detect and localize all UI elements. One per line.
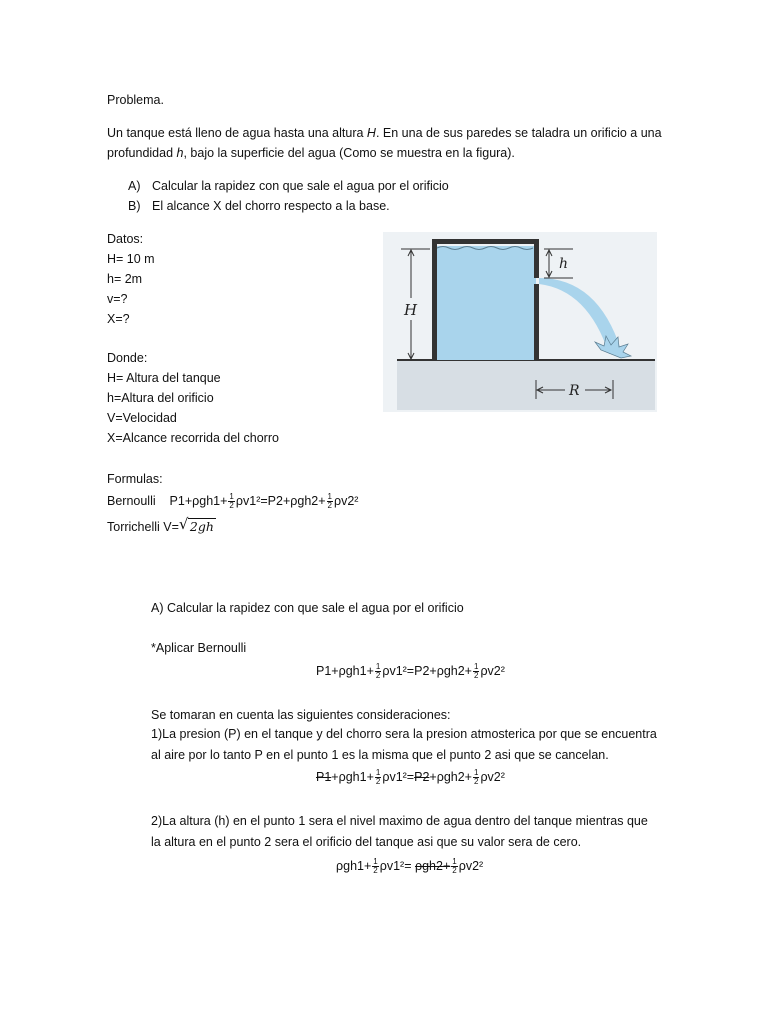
datos-item: h= 2m: [107, 272, 143, 286]
consideration-1: 1)La presion (P) en el tanque y del chorro sera la presion atmosterica por que se encuentra al aire por lo tanto P en el punto 1 es la misma que el punto 2 asi que se cancelan.: [151, 727, 657, 762]
donde-item: h=Altura del orificio: [107, 391, 214, 405]
datos-item: X=?: [107, 312, 130, 326]
fraction-half: $\frac{1}{2}$: [229, 492, 234, 511]
donde-item: X=Alcance recorrida del chorro: [107, 431, 279, 445]
considerations-heading: Se tomaran en cuenta las siguientes consideraciones:: [151, 708, 451, 722]
datos-heading: Datos:: [107, 232, 144, 246]
intro-paragraph: Un tanque está lleno de agua hasta una altura H. En una de sus paredes se taladra un orificio a una profundidad h, bajo la superficie del agua (Como se muestra en la figura).: [107, 126, 662, 160]
tank-rim: [432, 239, 539, 244]
datos-item: H= 10 m: [107, 252, 155, 266]
apply-bernoulli: *Aplicar Bernoulli: [151, 641, 247, 655]
H-label: H: [404, 301, 418, 319]
equation-bernoulli: P1+ρgh1+ $\frac{1}{2}$ ρv1²=P2+ρgh2+ $\frac{1}{2}$ ρv2²: [316, 662, 505, 681]
bernoulli-label: Bernoulli: [107, 494, 156, 508]
bernoulli-formula: Bernoulli P1+ρgh1+ $\frac{1}{2}$ ρv1²=P2+ρgh2+ $\frac{1}{2}$ ρv2²: [107, 492, 359, 511]
equation-cancel-pressure: P1+ρgh1+ $\frac{1}{2}$ ρv1²=P2+ρgh2+ $\frac{1}{2}$ ρv2²: [316, 768, 505, 787]
donde-item: V=Velocidad: [107, 411, 177, 425]
page-title: Problema.: [107, 93, 164, 107]
formulas-heading: Formulas:: [107, 472, 163, 486]
question-list: [128, 176, 449, 216]
h-label: h: [559, 256, 569, 272]
sqrt-expression: √ 2gh: [178, 515, 214, 534]
donde-section: [107, 348, 279, 448]
section-a-heading: A) Calcular la rapidez con que sale el agua por el orificio: [151, 601, 464, 615]
donde-item: H= Altura del tanque: [107, 371, 221, 385]
ground: [397, 360, 655, 410]
donde-heading: Donde:: [107, 351, 148, 365]
R-label: R: [569, 383, 580, 399]
tank-water: [435, 246, 536, 360]
fraction-half: $\frac{1}{2}$: [327, 492, 332, 511]
question-item: A) Calcular la rapidez con que sale el agua por el orificio: [128, 179, 449, 193]
equation-cancel-height: ρgh1+ $\frac{1}{2}$ ρv1²= ρgh2+ $\frac{1}{2}$ ρv2²: [336, 857, 484, 876]
torricelli-label: Torrichelli V=: [107, 520, 179, 534]
tank-right-wall: [534, 240, 539, 278]
consideration-2: 2)La altura (h) en el punto 1 sera el nivel maximo de agua dentro del tanque mientras que la altura en el punto 2 sera el orificio del tanque asi que su valor sera de cero.: [151, 814, 648, 849]
tank-left-wall: [432, 240, 437, 361]
tank-figure: [383, 232, 657, 412]
question-item: B) El alcance X del chorro respecto a la base.: [128, 199, 390, 213]
tank-right-wall-lower: [534, 284, 539, 361]
torricelli-formula: [107, 516, 216, 538]
datos-section: [107, 229, 155, 329]
datos-item: v=?: [107, 292, 128, 306]
